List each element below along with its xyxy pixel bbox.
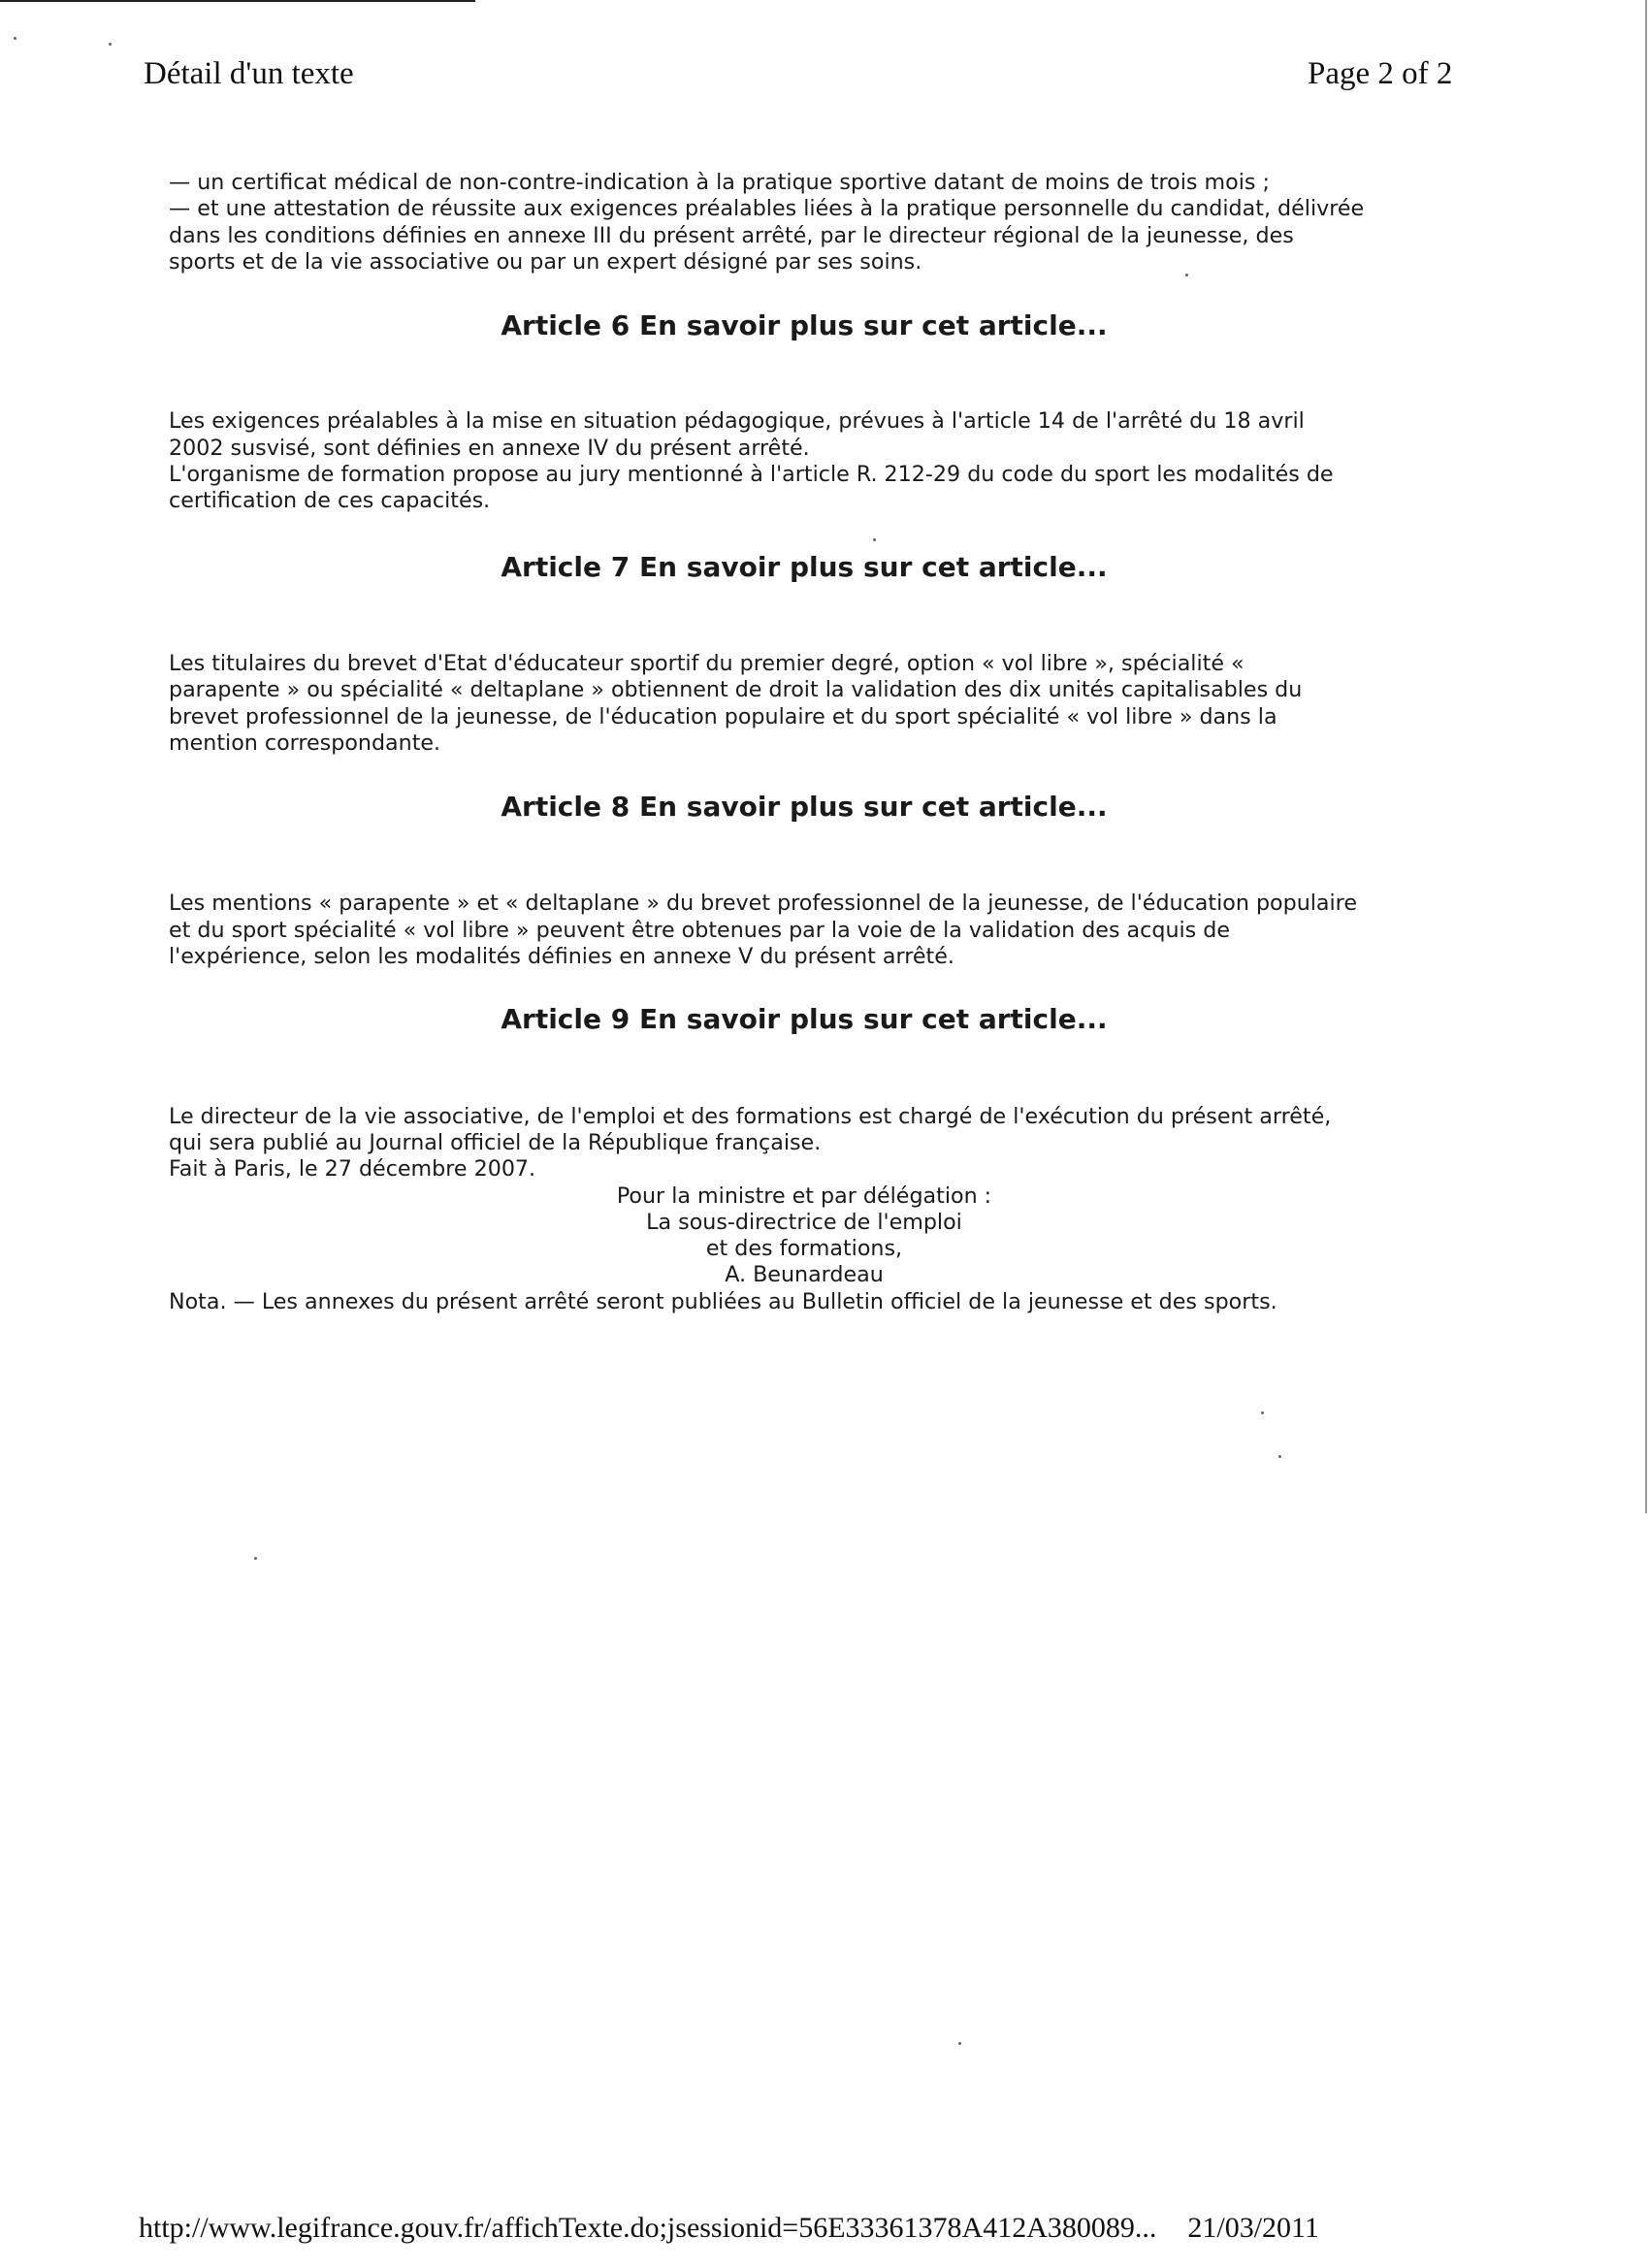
text-line: Le directeur de la vie associative, de l'emploi et des formations est chargé de l'exécution du présent arrêté, xyxy=(169,1103,1332,1129)
scan-speck xyxy=(109,43,112,46)
scan-speck xyxy=(14,37,16,40)
text-line: qui sera publié au Journal officiel de la République française. xyxy=(169,1129,822,1155)
text-line: certification de ces capacités. xyxy=(169,488,491,514)
place-and-date: Fait à Paris, le 27 décembre 2007. xyxy=(169,1156,536,1183)
scan-speck xyxy=(873,538,876,541)
page-number: Page 2 of 2 xyxy=(1308,56,1453,91)
article-8-text xyxy=(169,891,1439,970)
signature-line: et des formations, xyxy=(705,1236,903,1262)
text-line: — et une attestation de réussite aux exigences préalables liées à la pratique personnelle du candidat, délivrée xyxy=(169,196,1365,222)
signatory-name: A. Beunardeau xyxy=(725,1262,884,1288)
text-line: — un certificat médical de non-contre-indication à la pratique sportive datant de moins de trois mois ; xyxy=(169,170,1270,195)
text-line: Les mentions « parapente » et « deltaplane » du brevet professionnel de la jeunesse, de l'éducation populaire xyxy=(169,891,1357,917)
scan-speck xyxy=(254,1557,257,1560)
article-7-heading[interactable]: Article 7 En savoir plus sur cet article... xyxy=(501,550,1108,583)
article-6-heading[interactable]: Article 6 En savoir plus sur cet article... xyxy=(501,309,1108,342)
article-8-heading[interactable]: Article 8 En savoir plus sur cet article... xyxy=(501,791,1108,824)
scan-speck xyxy=(1278,1455,1281,1458)
print-date: 21/03/2011 xyxy=(1187,2212,1319,2244)
text-line: parapente » ou spécialité « deltaplane » obtiennent de droit la validation des dix unités capitalisables du xyxy=(169,677,1303,703)
signature-line: La sous-directrice de l'emploi xyxy=(646,1209,962,1235)
signature-line: Pour la ministre et par délégation : xyxy=(616,1183,992,1209)
text-line: mention correspondante. xyxy=(169,729,441,756)
article-9-heading[interactable]: Article 9 En savoir plus sur cet article... xyxy=(501,1003,1108,1036)
text-line: et du sport spécialité « vol libre » peuvent être obtenues par la voie de la validation des acquis de xyxy=(169,917,1231,943)
article-9-text xyxy=(169,1104,1439,1157)
source-url[interactable]: http://www.legifrance.gouv.fr/affichTexte.do;jsessionid=56E33361378A412A380089... xyxy=(139,2212,1157,2244)
scan-speck xyxy=(1185,274,1188,276)
text-line: dans les conditions définies en annexe III du présent arrêté, par le directeur régional de la jeunesse, des xyxy=(169,222,1294,248)
text-line: sports et de la vie associative ou par un expert désigné par ses soins. xyxy=(169,248,922,275)
text-line: Les exigences préalables à la mise en situation pédagogique, prévues à l'article 14 de l'arrêté du 18 avril xyxy=(169,408,1305,435)
page-edge xyxy=(1645,0,1647,1513)
text-line: 2002 susvisé, sont définies en annexe IV du présent arrêté. xyxy=(169,435,810,461)
intro-paragraph xyxy=(169,170,1439,275)
text-line: L'organisme de formation propose au jury mentionné à l'article R. 212-29 du code du sport les modalités de xyxy=(169,462,1334,488)
scan-speck xyxy=(1261,1411,1264,1414)
page-footer xyxy=(139,2212,1319,2245)
document-body xyxy=(169,170,1439,1315)
text-line: brevet professionnel de la jeunesse, de l'éducation populaire et du sport spécialité « vol libre » dans la xyxy=(169,703,1277,729)
text-line: Les titulaires du brevet d'Etat d'éducateur sportif du premier degré, option « vol libre », spécialité « xyxy=(169,650,1245,676)
article-7-text xyxy=(169,651,1439,757)
scan-speck xyxy=(958,2042,961,2045)
top-rule xyxy=(0,0,475,2)
document-title: Détail d'un texte xyxy=(144,56,354,91)
article-6-text xyxy=(169,408,1439,514)
nota-paragraph: Nota. — Les annexes du présent arrêté seront publiées au Bulletin officiel de la jeunesse et des sports. xyxy=(169,1288,1277,1314)
text-line: l'expérience, selon les modalités définies en annexe V du présent arrêté. xyxy=(169,944,954,970)
